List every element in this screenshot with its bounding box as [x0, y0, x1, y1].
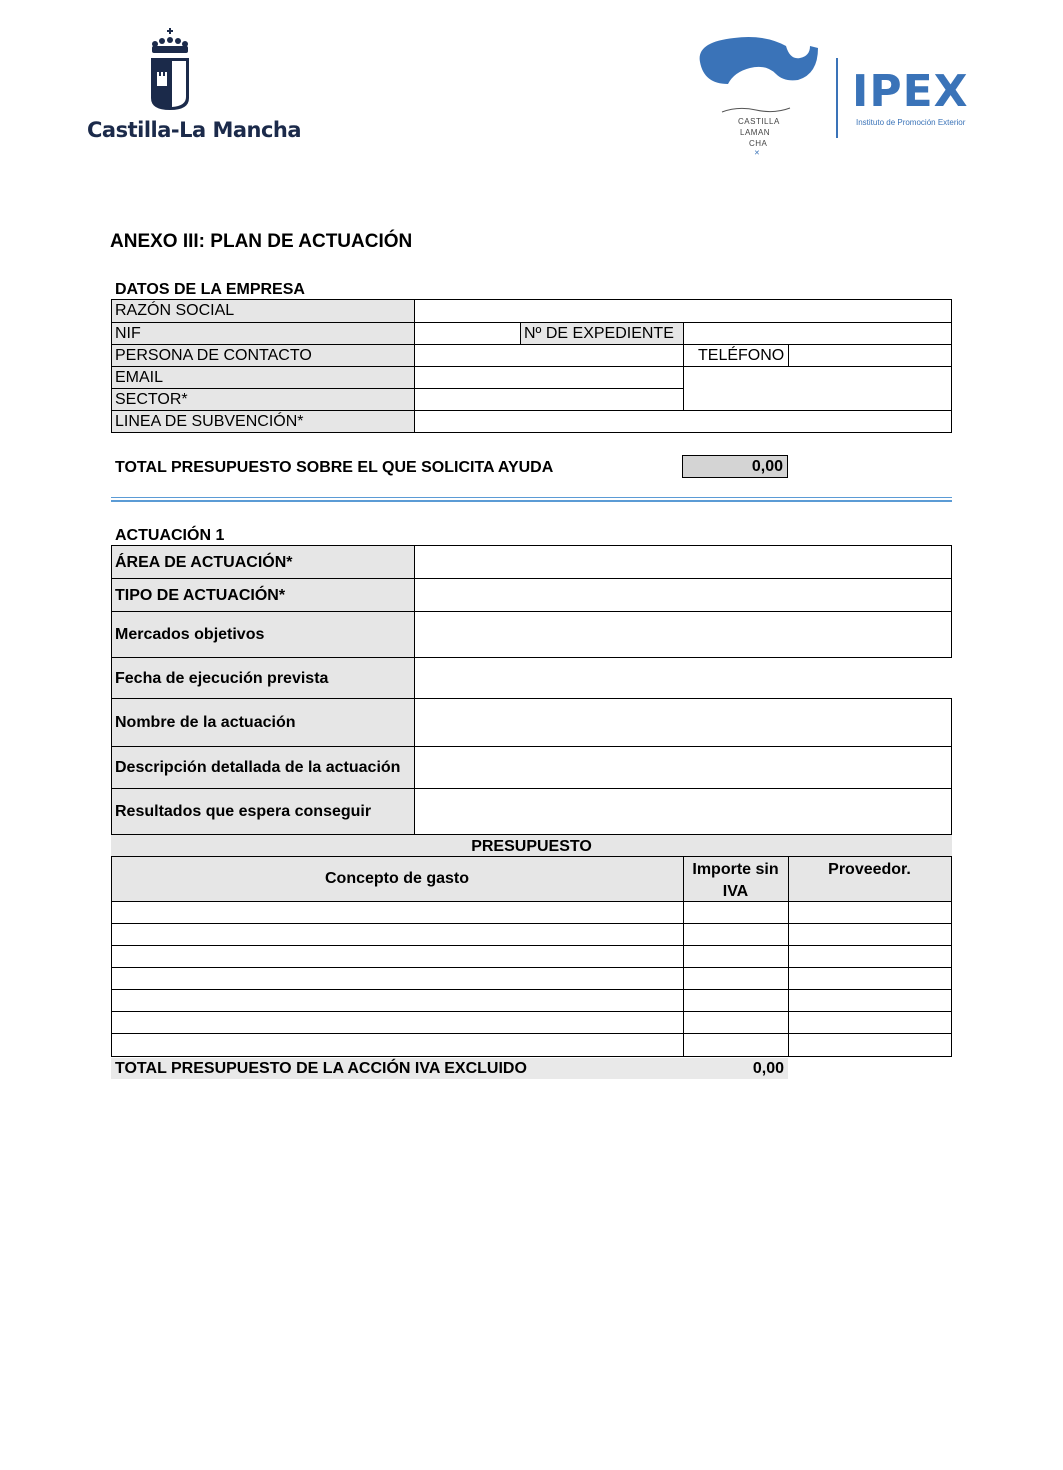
grid-line [111, 967, 952, 968]
grid-line [111, 856, 112, 1057]
total-solicitud-value: 0,00 [682, 455, 788, 478]
proveedor-field[interactable] [789, 968, 951, 989]
actuacion-section-title: ACTUACIÓN 1 [115, 527, 225, 544]
mercados-objetivos-label: Mercados objetivos [115, 626, 265, 643]
total-solicitud-label: TOTAL PRESUPUESTO SOBRE EL QUE SOLICITA AYUDA [115, 459, 554, 476]
concepto-field[interactable] [112, 924, 683, 945]
grid-line [788, 856, 789, 1057]
importe-field[interactable] [684, 990, 788, 1011]
telefono-label: TELÉFONO [698, 347, 785, 364]
total-accion-label: TOTAL PRESUPUESTO DE LA ACCIÓN IVA EXCLUIDO [115, 1060, 527, 1077]
linea-subvencion-label: LINEA DE SUBVENCIÓN* [115, 413, 304, 430]
fecha-ejecucion-label: Fecha de ejecución prevista [115, 669, 329, 687]
wave-mark-icon: ✕ [754, 150, 760, 157]
col-importe-header-line-1: Importe sin [692, 861, 779, 878]
col-importe-header-line-2: IVA [722, 883, 749, 900]
concepto-field[interactable] [112, 1012, 683, 1033]
ipex-title: IPEX [852, 66, 969, 117]
grid-line [111, 1033, 952, 1034]
grid-line [683, 856, 684, 1057]
grid-line [111, 856, 952, 857]
grid-line [951, 856, 952, 1057]
grid-line [111, 923, 952, 924]
nombre-actuacion-label: Nombre de la actuación [115, 714, 296, 731]
grid-line [111, 1011, 952, 1012]
importe-field[interactable] [684, 1034, 788, 1055]
expediente-label: Nº DE EXPEDIENTE [524, 324, 674, 342]
importe-field[interactable] [684, 1012, 788, 1033]
wave-text-line-2: LAMAN [740, 128, 771, 137]
concepto-field[interactable] [112, 1034, 683, 1055]
document-title: ANEXO III: PLAN DE ACTUACIÓN [110, 231, 413, 252]
concepto-field[interactable] [112, 946, 683, 967]
ipex-subtitle: Instituto de Promoción Exterior [856, 118, 966, 127]
proveedor-field[interactable] [789, 1012, 951, 1033]
razon-social-label: RAZÓN SOCIAL [115, 302, 235, 319]
email-label: EMAIL [115, 369, 164, 386]
grid-line [111, 989, 952, 990]
contacto-label: PERSONA DE CONTACTO [115, 347, 312, 364]
col-proveedor-header: Proveedor. [828, 861, 911, 878]
proveedor-field[interactable] [789, 902, 951, 923]
col-concepto-header: Concepto de gasto [324, 870, 469, 887]
grid-line [111, 901, 952, 902]
importe-field[interactable] [684, 902, 788, 923]
proveedor-field[interactable] [789, 990, 951, 1011]
area-actuacion-label: ÁREA DE ACTUACIÓN* [115, 553, 293, 571]
descripcion-actuacion-label: Descripción detallada de la actuación [115, 759, 401, 776]
nif-label: NIF [115, 324, 141, 342]
proveedor-field[interactable] [789, 1034, 951, 1055]
importe-field[interactable] [684, 968, 788, 989]
importe-field[interactable] [684, 946, 788, 967]
concepto-field[interactable] [112, 968, 683, 989]
col-importe-header [683, 861, 788, 901]
concepto-field[interactable] [112, 902, 683, 923]
concepto-field[interactable] [112, 990, 683, 1011]
wave-text-line-3: CHA [749, 139, 768, 148]
grid-line [111, 945, 952, 946]
grid-line [111, 1056, 952, 1057]
importe-field[interactable] [684, 924, 788, 945]
presupuesto-title: PRESUPUESTO [471, 838, 592, 855]
proveedor-field[interactable] [789, 946, 951, 967]
proveedor-field[interactable] [789, 924, 951, 945]
tipo-actuacion-label: TIPO DE ACTUACIÓN* [115, 586, 286, 604]
clm-logo-text: Castilla-La Mancha [87, 118, 302, 142]
resultados-label: Resultados que espera conseguir [115, 802, 372, 820]
total-accion-value: 0,00 [752, 1059, 784, 1077]
empresa-section-title: DATOS DE LA EMPRESA [115, 281, 305, 298]
wave-text-line-1: CASTILLA [738, 117, 780, 126]
sector-label: SECTOR* [115, 391, 188, 408]
